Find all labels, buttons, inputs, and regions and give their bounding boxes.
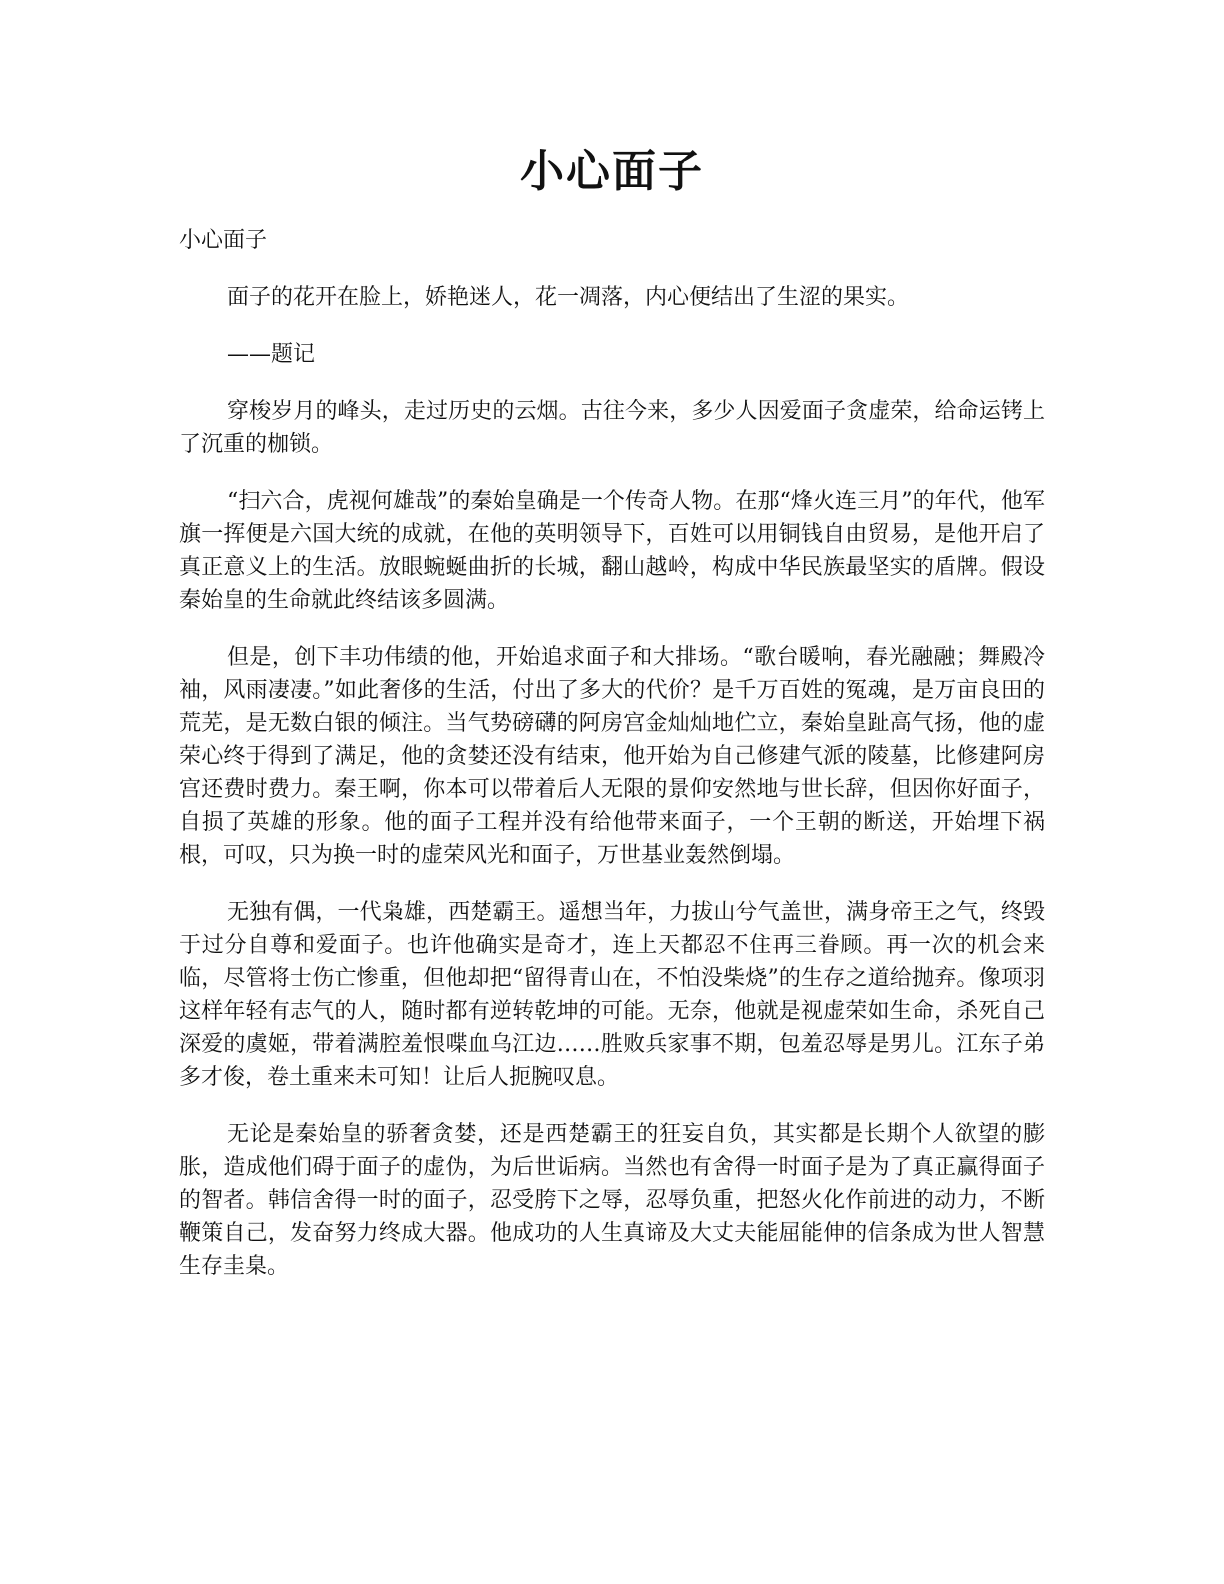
paragraph-qin-shihuang: “扫六合，虎视何雄哉”的秦始皇确是一个传奇人物。在那“烽火连三月”的年代，他军旗一挥便是六国大统的成就，在他的英明领导下，百姓可以用铜钱自由贸易，是他开启了真正意义上的生活。放眼蜿蜒曲折的长城，翻山越岭，构成中华民族最坚实的盾牌。假设秦始皇的生命就此终结该多圆满。 xyxy=(179,489,1045,613)
document-body xyxy=(179,224,1045,1307)
paragraph-intro: 穿梭岁月的峰头，走过历史的云烟。古往今来，多少人因爱面子贪虚荣，给命运铐上了沉重的枷锁。 xyxy=(179,399,1045,457)
paragraph-epigraph-attribution: ——题记 xyxy=(227,342,316,367)
paragraph-conclusion: 无论是秦始皇的骄奢贪婪，还是西楚霸王的狂妄自负，其实都是长期个人欲望的膨胀，造成他们碍于面子的虚伪，为后世诟病。当然也有舍得一时面子是为了真正赢得面子的智者。韩信舍得一时的面子，忍受胯下之辱，忍辱负重，把怒火化作前进的动力，不断鞭策自己，发奋努力终成大器。他成功的人生真谛及大丈夫能屈能伸的信条成为世人智慧生存圭臬。 xyxy=(179,1122,1045,1279)
paragraph-subtitle: 小心面子 xyxy=(179,228,268,253)
paragraph-qin-extravagance: 但是，创下丰功伟绩的他，开始追求面子和大排场。“歌台暖响，春光融融；舞殿冷袖，风雨凄凄。”如此奢侈的生活，付出了多大的代价？是千万百姓的冤魂，是万亩良田的荒芜，是无数白银的倾注。当气势磅礴的阿房宫金灿灿地伫立，秦始皇趾高气扬，他的虚荣心终于得到了满足，他的贪婪还没有结束，他开始为自己修建气派的陵墓，比修建阿房宫还费时费力。秦王啊，你本可以带着后人无限的景仰安然地与世长辞，但因你好面子，自损了英雄的形象。他的面子工程并没有给他带来面子，一个王朝的断送，开始埋下祸根，可叹，只为换一时的虚荣风光和面子，万世基业轰然倒塌。 xyxy=(179,645,1045,868)
document-title: 小心面子 xyxy=(520,146,704,197)
paragraph-xiang-yu: 无独有偶，一代枭雄，西楚霸王。遥想当年，力拔山兮气盖世，满身帝王之气，终毁于过分自尊和爱面子。也许他确实是奇才，连上天都忍不住再三眷顾。再一次的机会来临，尽管将士伤亡惨重，但他却把“留得青山在，不怕没柴烧”的生存之道给抛弃。像项羽这样年轻有志气的人，随时都有逆转乾坤的可能。无奈，他就是视虚荣如生命，杀死自己深爱的虞姬，带着满腔羞恨喋血乌江边……胜败兵家事不期，包羞忍辱是男儿。江东子弟多才俊，卷土重来未可知！让后人扼腕叹息。 xyxy=(179,900,1045,1090)
paragraph-epigraph: 面子的花开在脸上，娇艳迷人，花一凋落，内心便结出了生涩的果实。 xyxy=(227,285,910,310)
